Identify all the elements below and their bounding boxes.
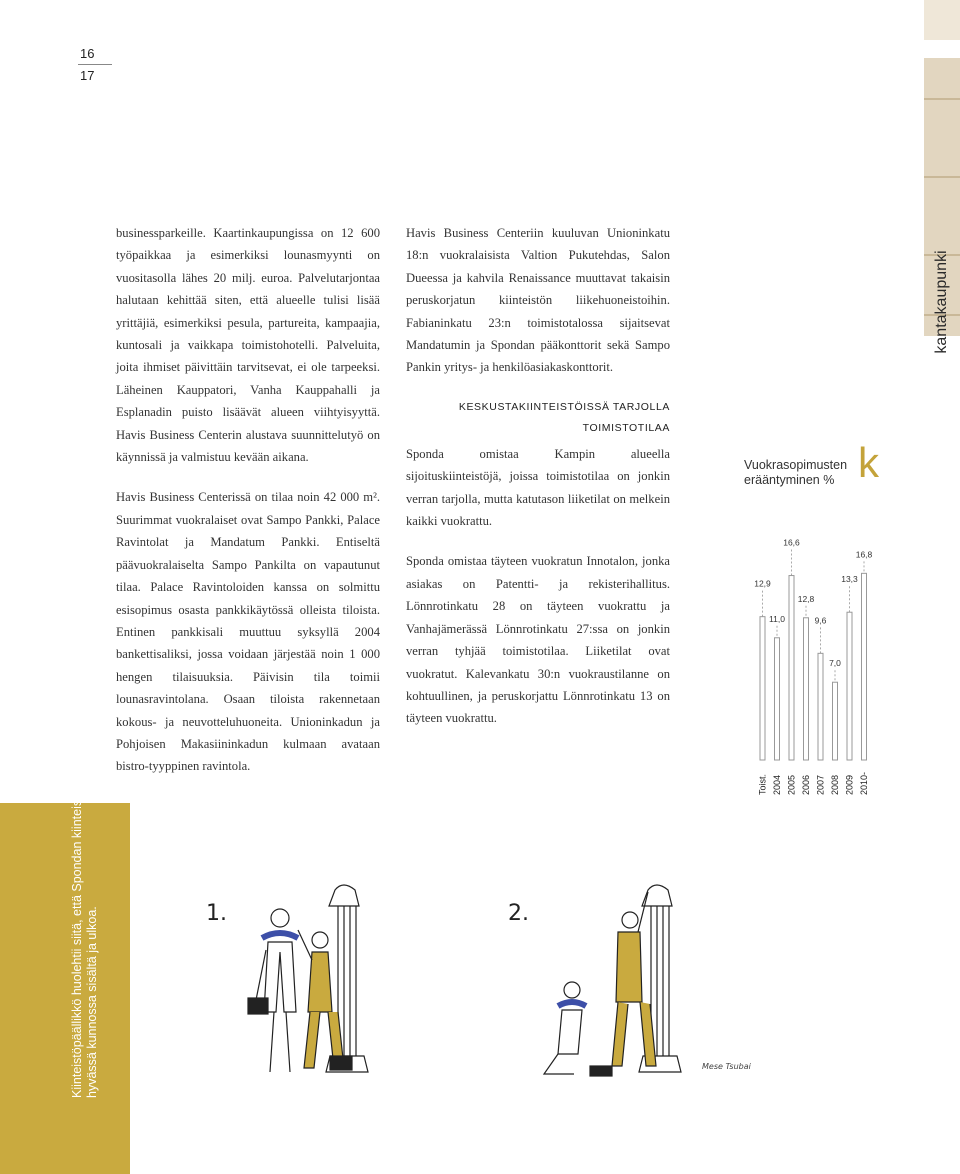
businessman-figure <box>248 909 298 1072</box>
page-number-divider <box>78 64 112 65</box>
chart-bar <box>818 653 823 760</box>
page-number-right: 17 <box>80 68 95 83</box>
chart-bar <box>789 576 794 760</box>
illustration-workers-cleaning-columns <box>170 880 770 1110</box>
chart-bar <box>760 617 765 760</box>
chart-value-label: 12,9 <box>754 578 771 589</box>
lease-expiry-bar-chart <box>740 520 880 800</box>
chart-value-label: 11,0 <box>769 613 785 624</box>
chart-value-label: 9,6 <box>814 615 827 626</box>
chart-category-label: 2009 <box>844 774 855 795</box>
chart-category-label: Toist. <box>757 773 768 795</box>
chart-category-label: 2005 <box>786 774 797 795</box>
chart-category-label: 2008 <box>830 774 840 795</box>
side-caption: Kiinteistöpäällikkö huolehtii siitä, että Spondan kiinteistöt ovat hyvässä kunnossa sisältä ja ulkoa. <box>70 758 99 1098</box>
artist-signature: Mese Tsubai <box>702 1062 751 1071</box>
section-tab <box>924 58 960 354</box>
body-column-middle <box>406 222 670 748</box>
body-paragraph: Havis Business Centerissä on tilaa noin 42 000 m². Suurimmat vuokralaiset ovat Sampo Pankki, Palace Ravintolat ja Mandatum Pankki. Entiseltä päävuokralaiselta Sampo Pankilta on vapautunut tilaa. Palace Ravintoloiden kanssa on solmittu esisopimus osasta pankkikäytössä olleista tiloista. Entinen pankkisali muuttuu syksyllä 2004 bankettisaliksi, jossa voidaan järjestää noin 1 000 hengen tilaisuuksia. Päivisin tila toimii lounasravintolana. Osaan tiloista rakennetaan kokous- ja neuvotteluhuoneita. Unioninkadun ja Pohjoisen Makasiininkadun kulmaan avataan bistro-tyyppinen ravintola. <box>116 490 380 774</box>
chart-category-label: 2007 <box>815 774 826 795</box>
chart-value-label: 16,8 <box>855 549 873 560</box>
chart-bar <box>847 612 852 760</box>
wood-photo-strip <box>924 0 960 40</box>
chart-category-label: 2010- <box>859 771 869 795</box>
chart-bar <box>804 618 809 760</box>
chart-bar <box>833 682 838 760</box>
body-column-left <box>116 222 380 796</box>
illustration-label-2: 2. <box>508 901 529 926</box>
chart-bar <box>862 573 867 760</box>
body-paragraph: Sponda omistaa täyteen vuokratun Innotalon, jonka asiakas on Patentti- ja rekisterihallitus. Lönnrotinkatu 28 on täyteen vuokrattu ja Vanhajämerässä Lönnrotinkatu 27:ssa on jonkin verran tyhjää toimistotilaa. Liiketilat ovat vuokratut. Kalevankatu 30:n vuokraustilanne on kohtuullinen, ja peruskorjattu Lönnrotinkatu 13 on täyteen vuokrattu. <box>406 554 670 726</box>
illustration-label-1: 1. <box>206 901 227 926</box>
chart-value-label: 12,8 <box>797 593 815 604</box>
chart-value-label: 16,6 <box>783 537 800 548</box>
chart-value-label: 13,3 <box>841 574 858 585</box>
kneeling-man-figure <box>544 982 612 1076</box>
body-paragraph: Sponda omistaa Kampin alueella sijoituskiinteistöjä, joissa toimistotilaa on jonkin verran tarjolla, mutta katutason liiketilat on melkein kaikki vuokrattu. <box>406 446 670 529</box>
worker-climbing-figure <box>612 892 656 1066</box>
chart-title: Vuokrasopimusten erääntyminen % <box>744 458 848 487</box>
body-paragraph: Havis Business Centeriin kuuluvan Unioninkatu 18:n vuokralaisista Valtion Pukutehdas, Salon Dueessa ja kahvila Renaissance muuttavat takaisin peruskorjatun kiinteistön liikehuoneistoihin. Fabianinkatu 23:n toimistotalossa sijaitsevat Mandatumin ja Spondan pääkonttorit sekä Sampo Pankin yritys- ja henkilöasiakaskonttorit. <box>406 226 670 375</box>
chart-value-label: 7,0 <box>829 658 841 669</box>
brand-k-logo: k <box>858 439 879 486</box>
page-number-left: 16 <box>80 46 95 61</box>
section-heading: KESKUSTAKIINTEISTÖISSÄ TARJOLLA TOIMISTOTILAA <box>458 400 670 434</box>
chart-category-label: 2004 <box>772 774 782 795</box>
body-paragraph: businessparkeille. Kaartinkaupungissa on 12 600 työpaikkaa ja esimerkiksi lounasmyynti on vuositasolla lähes 20 milj. euroa. Palvelutarjontaa halutaan kehittää siten, että alueelle tulisi lisää yrittäjiä, esimerkiksi pesula, partureita, kampaajia, kuntosali ja vaikkapa toimistohotelli. Palveluita, joita ihmiset päivittäin tarvitsevat, ei ole tarpeeksi. Läheinen Kauppatori, Vanha Kauppahalli ja Esplanadin puisto lisäävät alueen viihtyisyyttä. Havis Business Centerin alustava suunnittelutyö on käynnissä ja valmistuu kevään aikana. <box>116 226 380 465</box>
section-tab-label: kantakaupunki <box>933 250 950 354</box>
chart-category-label: 2006 <box>801 774 811 795</box>
chart-bar <box>775 638 780 760</box>
caption-panel <box>0 803 130 1174</box>
